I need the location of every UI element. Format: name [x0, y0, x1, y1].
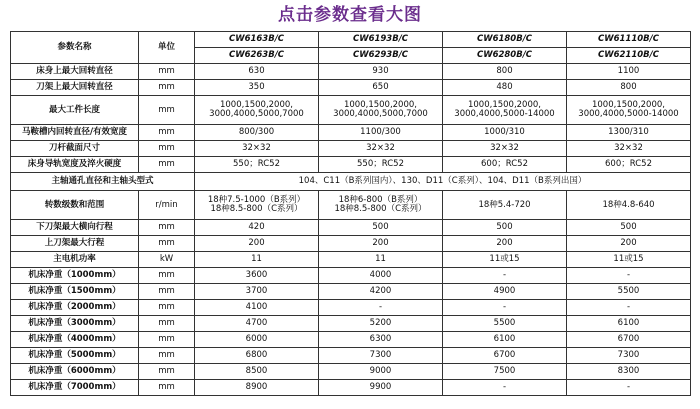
header-row	[11, 32, 691, 48]
value-cell: 18种6-800（B系列） 18种8.5-800（C系列）	[319, 191, 443, 220]
value-cell: 18种5.4-720	[443, 191, 567, 220]
table-row	[11, 191, 691, 220]
value-cell: 11	[319, 252, 443, 268]
value-cell: 32×32	[319, 141, 443, 157]
row-unit: mm	[139, 348, 195, 364]
value-cell: 800	[567, 80, 691, 96]
value-cell: -	[443, 380, 567, 396]
value-cell: 200	[195, 236, 319, 252]
value-cell: -	[567, 380, 691, 396]
value-cell: 8300	[567, 364, 691, 380]
row-unit: mm	[139, 157, 195, 173]
row-label: 主电机功率	[11, 252, 139, 268]
row-unit: mm	[139, 141, 195, 157]
value-cell: 4200	[319, 284, 443, 300]
row-unit: r/min	[139, 191, 195, 220]
value-cell: 7300	[567, 348, 691, 364]
row-label: 马鞍槽内回转直径/有效宽度	[11, 125, 139, 141]
value-cell: 630	[195, 64, 319, 80]
row-unit: mm	[139, 220, 195, 236]
row-label: 床身上最大回转直径	[11, 64, 139, 80]
model-header: CW62110B/C	[567, 48, 691, 64]
value-cell: 1000,1500,2000, 3000,4000,5000-14000	[567, 96, 691, 125]
row-unit: mm	[139, 316, 195, 332]
row-unit: mm	[139, 284, 195, 300]
table-row	[11, 348, 691, 364]
value-cell: 930	[319, 64, 443, 80]
table-row	[11, 380, 691, 396]
value-cell: 32×32	[567, 141, 691, 157]
table-row	[11, 173, 691, 191]
value-cell: 8500	[195, 364, 319, 380]
value-cell: 11或15	[443, 252, 567, 268]
table-row	[11, 64, 691, 80]
table-row	[11, 268, 691, 284]
value-cell: 550；RC52	[319, 157, 443, 173]
value-cell: 1000,1500,2000, 3000,4000,5000,7000	[195, 96, 319, 125]
row-unit: mm	[139, 64, 195, 80]
value-cell: 200	[567, 236, 691, 252]
value-cell: 4700	[195, 316, 319, 332]
value-cell: 11	[195, 252, 319, 268]
value-cell: -	[567, 268, 691, 284]
value-cell: 6700	[443, 348, 567, 364]
value-cell: 18种7.5-1000（B系列） 18种8.5-800（C系列）	[195, 191, 319, 220]
table-row	[11, 220, 691, 236]
table-row	[11, 125, 691, 141]
value-cell: 8900	[195, 380, 319, 396]
param-name-header: 参数名称	[11, 32, 139, 64]
value-cell: -	[319, 300, 443, 316]
table-row	[11, 236, 691, 252]
value-cell: 200	[319, 236, 443, 252]
row-unit: mm	[139, 236, 195, 252]
row-label: 最大工件长度	[11, 96, 139, 125]
row-label: 机床净重（5000mm）	[11, 348, 139, 364]
model-header: CW6180B/C	[443, 32, 567, 48]
value-cell: 7500	[443, 364, 567, 380]
value-cell: 420	[195, 220, 319, 236]
value-cell: 500	[567, 220, 691, 236]
table-row	[11, 80, 691, 96]
table-row	[11, 316, 691, 332]
value-cell: 32×32	[443, 141, 567, 157]
row-label: 主轴通孔直径和主轴头型式	[11, 173, 195, 191]
value-cell: 9900	[319, 380, 443, 396]
value-cell: 11或15	[567, 252, 691, 268]
row-label: 机床净重（1000mm）	[11, 268, 139, 284]
value-cell: 5200	[319, 316, 443, 332]
row-unit: mm	[139, 125, 195, 141]
value-cell: 5500	[443, 316, 567, 332]
page-title[interactable]: 点击参数查看大图	[278, 5, 422, 25]
value-cell: 6700	[567, 332, 691, 348]
value-cell: 650	[319, 80, 443, 96]
value-cell: 6100	[567, 316, 691, 332]
row-label: 机床净重（3000mm）	[11, 316, 139, 332]
table-row	[11, 141, 691, 157]
row-unit: mm	[139, 300, 195, 316]
value-cell: -	[443, 300, 567, 316]
row-unit: mm	[139, 268, 195, 284]
row-unit: mm	[139, 364, 195, 380]
row-unit: mm	[139, 380, 195, 396]
row-label: 机床净重（1500mm）	[11, 284, 139, 300]
table-row	[11, 96, 691, 125]
row-label: 机床净重（4000mm）	[11, 332, 139, 348]
value-cell: 32×32	[195, 141, 319, 157]
value-cell: 350	[195, 80, 319, 96]
value-cell: 1300/310	[567, 125, 691, 141]
value-cell: 800	[443, 64, 567, 80]
row-unit: mm	[139, 96, 195, 125]
table-row	[11, 364, 691, 380]
value-cell: 1100	[567, 64, 691, 80]
row-label: 下刀架最大横向行程	[11, 220, 139, 236]
unit-header: 单位	[139, 32, 195, 64]
value-cell: 4100	[195, 300, 319, 316]
spec-table-body	[11, 32, 691, 396]
model-header: CW6193B/C	[319, 32, 443, 48]
value-cell: 6000	[195, 332, 319, 348]
value-cell: 480	[443, 80, 567, 96]
row-unit: kW	[139, 252, 195, 268]
model-header: CW6263B/C	[195, 48, 319, 64]
value-cell: 500	[319, 220, 443, 236]
value-cell: 550；RC52	[195, 157, 319, 173]
table-row	[11, 284, 691, 300]
value-cell: 3700	[195, 284, 319, 300]
value-cell: 6300	[319, 332, 443, 348]
value-cell: 800/300	[195, 125, 319, 141]
value-cell: 4000	[319, 268, 443, 284]
row-label: 机床净重（2000mm）	[11, 300, 139, 316]
value-cell: 7300	[319, 348, 443, 364]
spec-table	[10, 31, 691, 396]
value-cell: 600；RC52	[567, 157, 691, 173]
row-label: 机床净重（6000mm）	[11, 364, 139, 380]
value-cell: 9000	[319, 364, 443, 380]
value-cell: 5500	[567, 284, 691, 300]
value-cell: 1000,1500,2000, 3000,4000,5000,7000	[319, 96, 443, 125]
row-label: 机床净重（7000mm）	[11, 380, 139, 396]
value-cell: 6800	[195, 348, 319, 364]
value-cell: 18种4.8-640	[567, 191, 691, 220]
value-cell: 3600	[195, 268, 319, 284]
value-cell: 6100	[443, 332, 567, 348]
row-label: 上刀架最大行程	[11, 236, 139, 252]
value-cell: 1000,1500,2000, 3000,4000,5000-14000	[443, 96, 567, 125]
value-cell: -	[443, 268, 567, 284]
table-row	[11, 157, 691, 173]
table-row	[11, 252, 691, 268]
table-row	[11, 332, 691, 348]
value-cell: 1100/300	[319, 125, 443, 141]
row-unit: mm	[139, 332, 195, 348]
model-header: CW6293B/C	[319, 48, 443, 64]
value-cell: 4900	[443, 284, 567, 300]
value-cell: 104、C11（B系列国内）、130、D11（C系列）、104、D11（B系列出国）	[195, 173, 691, 191]
row-label: 刀架上最大回转直径	[11, 80, 139, 96]
row-label: 转数级数和范围	[11, 191, 139, 220]
value-cell: 500	[443, 220, 567, 236]
table-row	[11, 300, 691, 316]
model-header: CW6280B/C	[443, 48, 567, 64]
row-label: 床身导轨宽度及淬火硬度	[11, 157, 139, 173]
row-unit: mm	[139, 80, 195, 96]
model-header: CW6163B/C	[195, 32, 319, 48]
model-header: CW61110B/C	[567, 32, 691, 48]
value-cell: 600；RC52	[443, 157, 567, 173]
value-cell: 1000/310	[443, 125, 567, 141]
value-cell: -	[567, 300, 691, 316]
row-label: 刀杆截面尺寸	[11, 141, 139, 157]
value-cell: 200	[443, 236, 567, 252]
